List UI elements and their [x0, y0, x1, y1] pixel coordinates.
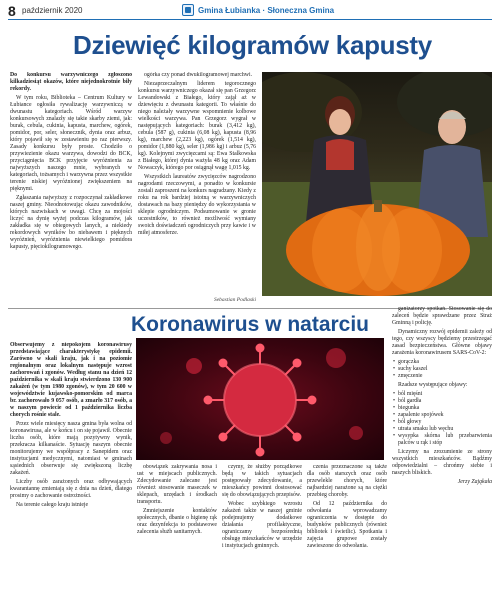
article1-column-1 — [10, 72, 132, 304]
article2-column-3 — [222, 464, 302, 597]
page-header — [0, 0, 500, 22]
article2-paragraph: Rzadsze występujące objawy: — [398, 382, 468, 388]
article2-paragraph: Dynamiczny rozwój epidemii zależy od tego, czy wszyscy będziemy przestrzegać zasad bezpieczeństwa. Główne objawy zarażenia koronawirusem SARS-CoV-2: — [392, 329, 492, 356]
symptom-item: • utrata smaku lub węchu — [392, 426, 492, 433]
masthead-name: Gmina Łubianka · Słoneczna Gmina — [198, 5, 335, 15]
article1-lead: Do konkursu warzywniczego zgłoszono kilkadziesiąt okazów, które niejednokrotnie biły rekordy. — [10, 72, 132, 92]
article2-column-4 — [307, 464, 387, 597]
pumpkin-contest-photo — [262, 72, 492, 296]
symptom-item: • zmęczenie — [392, 373, 492, 380]
article2-paragraph: ganizatorzy spotkań. Stosowanie się do zaleceń będzie sprawdzane przez Straż Gminną i policję. — [392, 306, 492, 326]
masthead — [182, 4, 334, 16]
article2-paragraph: obowiązek zakrywania nosa i ust w miejscach publicznych. Zdecydowanie zalecane jest również stosowanie maseczek w sklepach, urzędach i środkach transportu. — [137, 464, 217, 505]
rare-symptoms-list — [392, 391, 492, 447]
symptom-item: • zapalenie spojówek — [392, 412, 492, 419]
article1-paragraph: Zgłaszania najwyższy z rozpoczynał zakładkowe naszej gminy. Nieodnotowując okazu zawodników, których nazwiskach w uwagi. Chcę za mojości liczyć na dynię wyżej podczas kilogramów, jak zakładka się w obiegowych lanych, a niekiedy rekordowych wyników bo niebawem i pięknych wyróżnień, wyróżnienia niewielkiego pomidora kapusty, pięciokilogramowego. — [10, 195, 132, 250]
article2-column-1 — [10, 342, 132, 597]
article2-paragraph: Od 12 października do odwołania wprowadzamy ograniczenia w dostępie do budynków publicznych (również bibliotek i świetlic). Spotkania i zajęcia grupowe zostały zawieszone do odwołania. — [307, 501, 387, 549]
symptom-item: • biegunka — [392, 405, 492, 412]
article2-column-2 — [137, 464, 217, 597]
article1-column-2 — [138, 72, 256, 304]
photo-credit: Sebastian Podlaski — [213, 297, 256, 303]
symptom-item: • gorączka — [392, 359, 492, 366]
article2-lead: Obserwujemy z niepokojem koronawirusy przedstawiające charakterystykę epidemii. Zarówno w skali kraju, jak i na poziomie regionalnym oraz lokalnym następuje wzrost zachorowań i zgonów. Według stanu na dzień 12 października w skali kraju stwierdzono 130 900 zakażeń (w tym 1980 zgonów), w tym 20 600 w województwie kujawsko-pomorskim od marca br. zachorowało 9 057 osób, a zmarło 317 osób, a w naszym powiecie od 1 października liczba chorych rośnie stale. — [10, 342, 132, 418]
symptoms-list — [392, 359, 492, 380]
symptom-item: • ból gardła — [392, 398, 492, 405]
article2-title: Koronawirus w natarciu — [130, 313, 370, 336]
symptom-item: • ból głowy — [392, 419, 492, 426]
symptom-item: • wysypka skórna lub przebarwienia palców u rąk i stóp — [392, 433, 492, 447]
symptom-item: • ból mięśni — [392, 391, 492, 398]
article1-paragraph: Wszystkich laureatów zwycięzców nagrodzono nagrodami rzeczowymi, a ponadto w konkursie zostali zaproszeni na konkurs nagradzany. Kiedy z roku na rok bardziej istotną w warzywniczych dostawach na bazy pieniędzy do wykorzystania w sklepie ogrodniczym. Podsumowanie w gronie uczestników, to również możliwość wymiany swoich doświadczeń ogrodniczych przy kawie i w miłej atmosferze. — [138, 174, 256, 236]
article1-title: Dziewięć kilogramów kapusty — [73, 30, 432, 60]
issue-date: październik 2020 — [22, 6, 83, 15]
article2-paragraph: Na terenie całego kraju istnieje — [16, 502, 89, 508]
article2-paragraph: Przez wiele miesięcy nasza gmina była wolna od koronawirusa, ale w końcu i on się pojawił. Obecnie liczba osób, które mają pozytywny wynik, przekracza kilkanaście. Sytuację naszym obecnie monitorujemy we współpracy z Sanepidem oraz instytucjami medycznymi, natomiast w gminach sąsiednich obserwuje się zwiększoną liczbę zakażeń. — [10, 421, 132, 476]
article2-paragraph: czymy, że służby porządkowe będą w takich sytuacjach postępowały zdecydowanie, a mieszkańcy powinni dostosować się do obowiązujących przepisów. — [222, 464, 302, 498]
article2-column-5 — [392, 306, 492, 599]
article1-paragraph: W tym roku, Biblioteka – Centrum Kultury w Łubiance ogłosiła rywalizację warzywniczą w dwunastu kategoriach. Wśród warzyw konkursowych znalazły się takie skarby ziemi, jak: burak, cebula, cukinia, kapusta, marchew, ogórek, pomidor, por, seler, słonecznik, dynia oraz arbuz, który pojawił się w zestawieniu po raz pierwszy. Zasady konkursu były proste. Chodziło o przywiezienie okazu warzywa, dowodzi do BCK, przyciągnięcia BCK przyjęcie wyróżnienia za najwyższych naszego mnie, wybranych w kategoriach, tożsamych i warzywna przez wszystkie terenie niskiej wyróżnionej zwiększeniem na pięknymi. — [10, 95, 132, 192]
article2-paragraph: Liczymy na zrozumienie ze strony wszystkich mieszkańców. Bądźmy odpowiedzialni – chrońmy siebie i naszych bliskich. — [392, 449, 492, 476]
article2-paragraph: Zmniejszenie kontaktów społecznych, dbanie o higienę rąk oraz dezynfekcja to podstawowe zalecenia służb sanitarnych. — [137, 508, 217, 535]
article2-paragraph: czenia przeznaczone są także dla osób starszych oraz osób przewlekle chorych, które najbardziej narażone są na ciężki przebieg choroby. — [307, 464, 387, 498]
symptom-item: • suchy kaszel — [392, 366, 492, 373]
header-divider — [8, 19, 492, 20]
article2-paragraph: Wobec szybkiego wzrostu zakażeń także w naszej gminie podejmujemy dodatkowe działania profilaktyczne, ograniczamy bezpośrednią obsługę mieszkańców w urzędzie i instytucjach gminnych. — [222, 501, 302, 549]
author-signature: Jerzy Zająkała — [457, 479, 492, 485]
article1-paragraph: Niezaprzeczalnym liderem tegorocznego konkursu warzywniczego okazał się pan Grzegorz Lewandowski z Białego, który zajął aż w dziewięciu z dwunastu kategorii. To właśnie do niego należały warzywne wspomnienie kolbowe wielkości warzywa. Pan Grzegorz wygrał w następujących kategoriach: burak (3,412 kg), cebula (587 g), cukinia (6,08 kg), kapusta (8,96 kg), marchew (2,223 kg), ogórek (1,514 kg), pomidor (1,880 kg), seler (1,986 kg) i arbuz (5,76 kg). Kolejnymi zwycięzcami są: Ewa Stalkowska z Białego, której dynia ważyła 48 kg oraz Adam Nowaczyk, którego por osiągnął wagę 1,015 kg. — [138, 81, 256, 171]
coronavirus-illustration — [136, 338, 384, 460]
article1-paragraph: ogórka czy ponad dwukilogramowej marchwi. — [144, 72, 253, 78]
article2-paragraph: Liczby osób zarażonych oraz odbywających kwarantannę zmieniają się z dnia na dzień, dlatego prosimy o zachowanie ostrożności. — [10, 479, 132, 499]
page-number: 8 — [8, 3, 16, 19]
gmina-logo-icon — [182, 4, 194, 16]
